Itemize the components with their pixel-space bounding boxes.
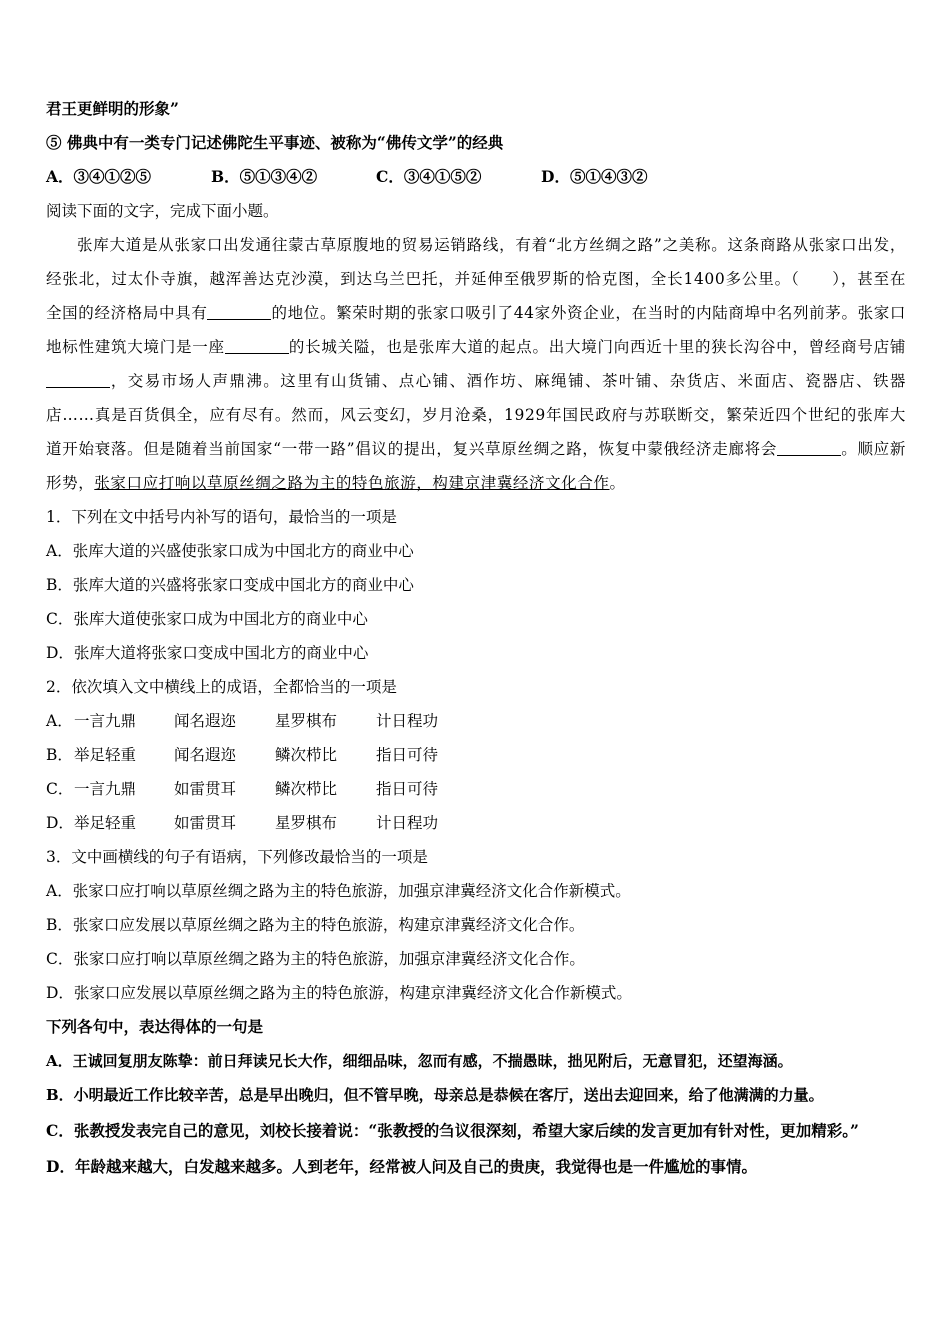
passage-part-1: 张库大道是从张家口出发通往蒙古草原腹地的贸易运销路线，有着“北方丝绸之路”之美称。这条商路从张家口出发，经张北，过太仆寺旗，越浑善达克沙漠，到达乌兰巴托，并延伸至俄罗斯的恰克图，全长1400多公里。（ ），甚至在全国的经济格局中具有 xyxy=(46,236,906,322)
q2-option-b: B．举足轻重 闻名遐迩 鳞次栉比 指日可待 xyxy=(46,746,439,764)
q3-option-c: C．张家口应打响以草原丝绸之路为主的特色旅游，加强京津冀经济文化合作。 xyxy=(46,950,585,968)
q3-stem: 3．文中画横线的句子有语病，下列修改最恰当的一项是 xyxy=(46,848,428,866)
q1-option-c: C．张库大道使张家口成为中国北方的商业中心 xyxy=(46,610,368,628)
passage-end: 。 xyxy=(609,474,626,492)
passage-part-4: ，交易市场人声鼎沸。这里有山货铺、点心铺、酒作坊、麻绳铺、茶叶铺、杂货店、米面店、瓷器店、铁器店……真是百货俱全，应有尽有。然而，风云变幻，岁月沧桑，1929年国民政府与苏联断交，繁荣近四个世纪的张库大道开始衰落。但是随着当前国家“一带一路”倡议的提出，复兴草原丝绸之路，恢复中蒙俄经济走廊将会 xyxy=(46,372,906,458)
q4-option-c: C．张教授发表完自己的意见，刘校长接着说：“张教授的刍议很深刻，希望大家后续的发言更加有针对性，更加精彩。” xyxy=(46,1121,859,1140)
q3-option-a: A．张家口应打响以草原丝绸之路为主的特色旅游，加强京津冀经济文化合作新模式。 xyxy=(46,882,631,900)
q4-option-a: A．王诚回复朋友陈挚：前日拜读兄长大作，细细品味，忽而有感，不揣愚昧，拙见附后，无意冒犯，还望海涵。 xyxy=(46,1052,793,1070)
q2-stem: 2．依次填入文中横线上的成语，全都恰当的一项是 xyxy=(46,678,397,696)
q4-option-b: B．小明最近工作比较辛苦，总是早出晚归，但不管早晚，母亲总是恭候在客厅，送出去迎回来，给了他满满的力量。 xyxy=(46,1086,824,1104)
underlined-sentence: 张家口应打响以草原丝绸之路为主的特色旅游，构建京津冀经济文化合作 xyxy=(94,474,610,492)
blank-1 xyxy=(207,301,271,320)
q2-option-c: C．一言九鼎 如雷贯耳 鳞次栉比 指日可待 xyxy=(46,780,439,798)
intro-option-c: C．③④①⑤② xyxy=(376,167,482,186)
q2-option-a: A．一言九鼎 闻名遐迩 星罗棋布 计日程功 xyxy=(46,712,439,730)
blank-2 xyxy=(225,335,289,354)
intro-line-2: ⑤ 佛典中有一类专门记述佛陀生平事迹、被称为“佛传文学”的经典 xyxy=(46,133,504,152)
q1-option-b: B．张库大道的兴盛将张家口变成中国北方的商业中心 xyxy=(46,576,414,594)
blank-3 xyxy=(46,369,110,388)
intro-options xyxy=(46,160,906,194)
q2-option-d: D．举足轻重 如雷贯耳 星罗棋布 计日程功 xyxy=(46,814,439,832)
passage-part-5: 。顺应新形势， xyxy=(46,440,907,492)
q4-stem: 下列各句中，表达得体的一句是 xyxy=(46,1017,264,1036)
q4-option-d: D．年龄越来越大，白发越来越多。人到老年，经常被人问及自己的贵庚，我觉得也是一件尴尬的事情。 xyxy=(46,1157,757,1176)
blank-4 xyxy=(777,437,841,456)
reading-instruction: 阅读下面的文字，完成下面小题。 xyxy=(46,202,279,220)
intro-option-d: D．⑤①④③② xyxy=(541,167,648,186)
intro-option-b: B．⑤①③④② xyxy=(211,167,318,186)
passage-part-2: 的地位。繁荣时期的张家口吸引了44家外资企业，在当时的内陆商埠中名列前茅。张家口地标性建筑大境门是一座 xyxy=(46,304,906,356)
q3-option-d: D．张家口应发展以草原丝绸之路为主的特色旅游，构建京津冀经济文化合作新模式。 xyxy=(46,984,632,1002)
document-page xyxy=(46,92,906,1184)
reading-passage xyxy=(46,228,906,500)
q1-option-a: A．张库大道的兴盛使张家口成为中国北方的商业中心 xyxy=(46,542,414,560)
q1-stem: 1．下列在文中括号内补写的语句，最恰当的一项是 xyxy=(46,508,397,526)
q1-option-d: D．张库大道将张家口变成中国北方的商业中心 xyxy=(46,644,369,662)
q3-option-b: B．张家口应发展以草原丝绸之路为主的特色旅游，构建京津冀经济文化合作。 xyxy=(46,916,585,934)
intro-line-1: 君王更鲜明的形象” xyxy=(46,99,179,118)
intro-option-a: A．③④①②⑤ xyxy=(46,167,152,186)
passage-part-3: 的长城关隘，也是张库大道的起点。出大境门向西近十里的狭长沟谷中，曾经商号店铺 xyxy=(288,338,906,356)
